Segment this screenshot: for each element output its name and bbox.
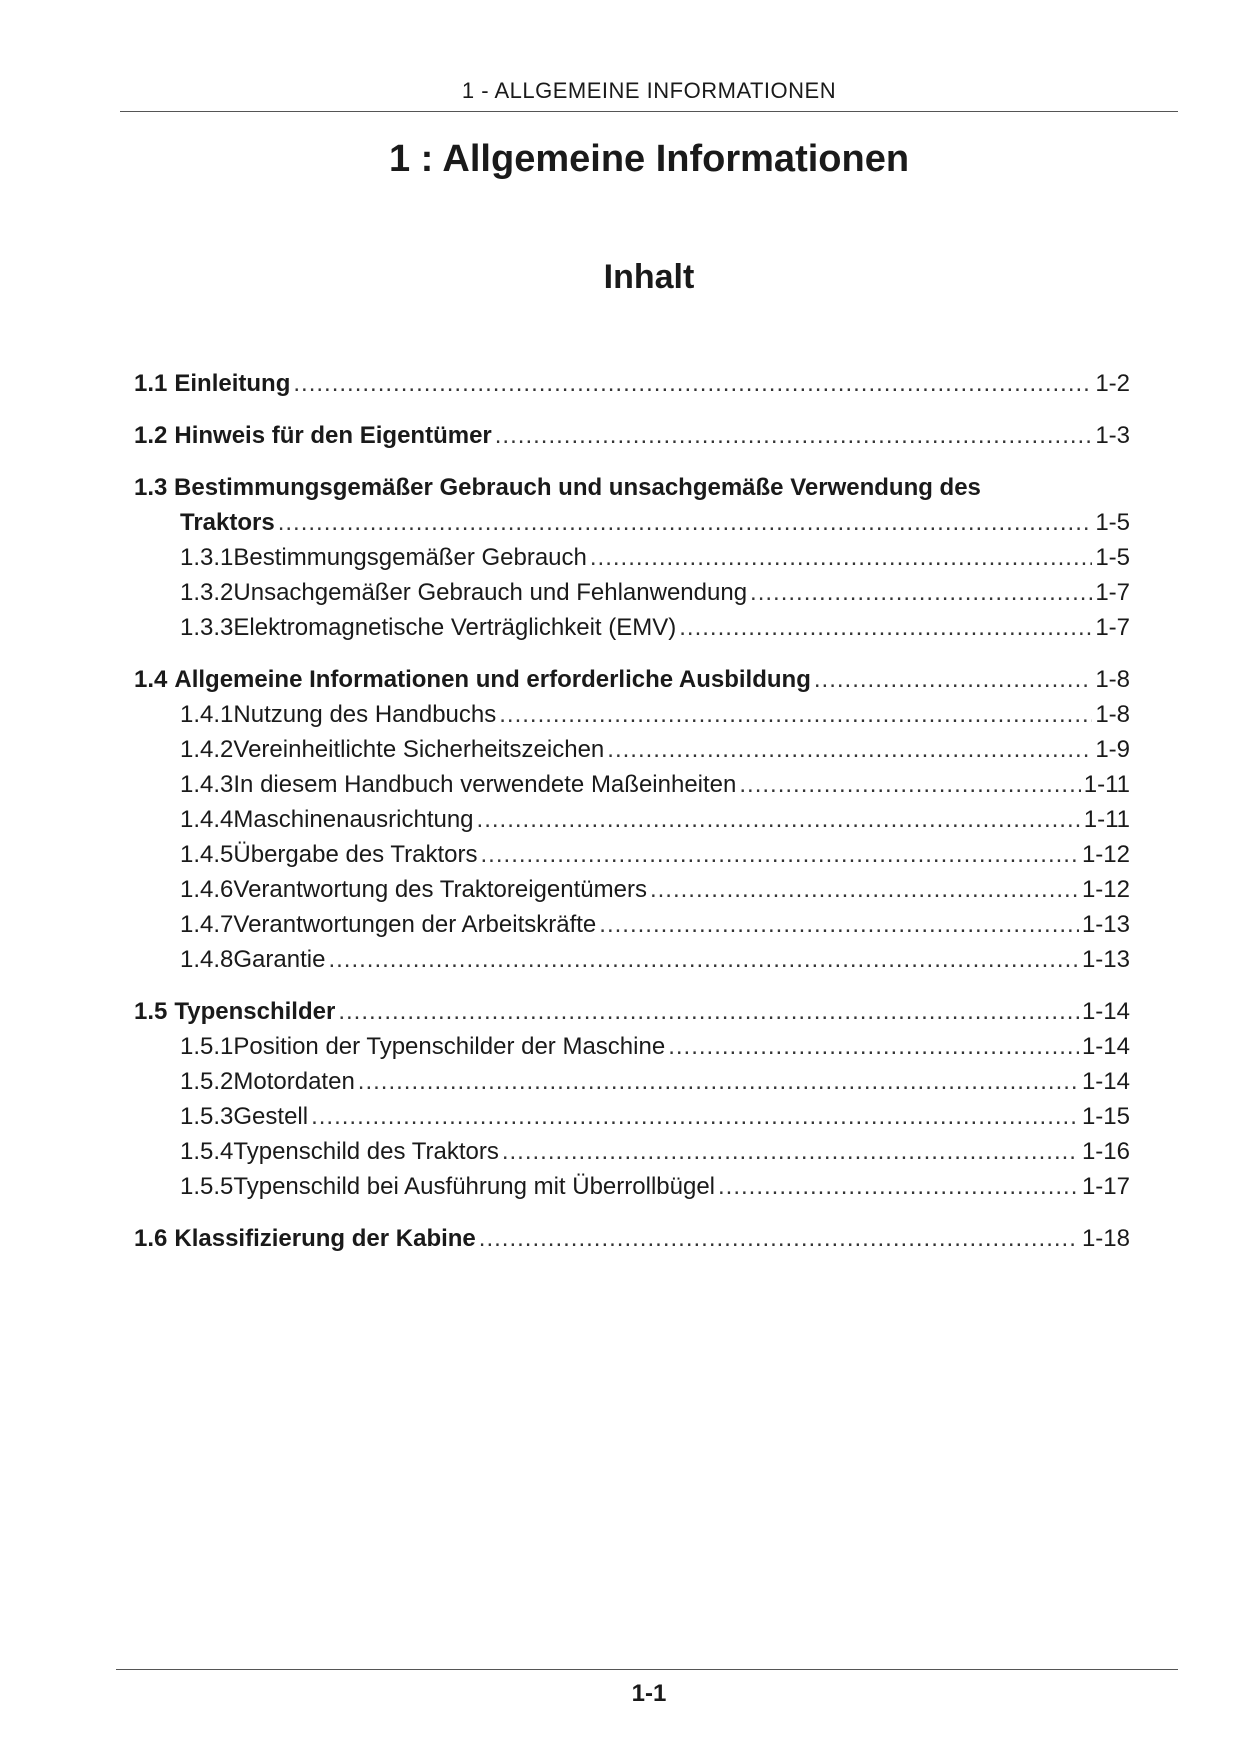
toc-entry-title-line1 [134, 470, 1130, 505]
dot-leader [479, 1221, 1079, 1256]
toc-entry-page: 1-15 [1081, 1103, 1130, 1130]
toc-entry-title: Nutzung des Handbuchs [233, 701, 497, 728]
toc-entry-page: 1-3 [1095, 422, 1130, 449]
toc-entry-1-4-1[interactable] [134, 697, 1130, 732]
toc-entry-1-5[interactable] [134, 994, 1130, 1029]
toc-entry-title: Verantwortung des Traktoreigentümers [233, 876, 647, 903]
toc-entry-title: Einleitung [174, 370, 291, 397]
dot-leader [311, 1099, 1079, 1134]
toc-entry-title: Bestimmungsgemäßer Gebrauch [233, 544, 587, 571]
toc-entry-1-4-2[interactable] [134, 732, 1130, 767]
toc-entry-1-3-2[interactable] [134, 575, 1130, 610]
toc-entry-1-4-5[interactable] [134, 837, 1130, 872]
toc-entry-1-5-5[interactable] [134, 1169, 1130, 1204]
toc-entry-page: 1-2 [1095, 370, 1130, 397]
toc-entry-number: 1.5.3 [180, 1103, 234, 1130]
toc-entry-page: 1-13 [1081, 946, 1130, 973]
toc-entry-number: 1.3 [134, 474, 168, 501]
toc-entry-title-line2 [134, 505, 1130, 540]
toc-entry-page: 1-11 [1083, 806, 1130, 833]
toc-entry-1-5-4[interactable] [134, 1134, 1130, 1169]
toc-entry-number: 1.5.2 [180, 1068, 234, 1095]
dot-leader [607, 732, 1092, 767]
toc-entry-number: 1.4.6 [180, 876, 234, 903]
toc-entry-1-4-3[interactable] [134, 767, 1130, 802]
toc-entry-title: Gestell [233, 1103, 309, 1130]
dot-leader [481, 837, 1079, 872]
toc-entry-1-4-8[interactable] [134, 942, 1130, 977]
dot-leader [495, 418, 1093, 453]
toc-entry-1-3-1[interactable] [134, 540, 1130, 575]
toc-entry-title: Hinweis für den Eigentümer [174, 422, 492, 449]
toc-entry-number: 1.4 [134, 666, 168, 693]
toc-entry-title: Vereinheitlichte Sicherheitszeichen [233, 736, 605, 763]
footer-rule [116, 1669, 1178, 1670]
dot-leader [358, 1064, 1079, 1099]
toc-entry-page: 1-14 [1081, 998, 1130, 1025]
dot-leader [750, 575, 1092, 610]
toc-entry-number: 1.4.4 [180, 806, 234, 833]
toc-entry-number: 1.4.2 [180, 736, 234, 763]
dot-leader [718, 1169, 1079, 1204]
dot-leader [814, 662, 1092, 697]
dot-leader [679, 610, 1092, 645]
toc-entry-number: 1.3.2 [180, 579, 234, 606]
toc-entry-title: In diesem Handbuch verwendete Maßeinheiten [233, 771, 737, 798]
toc-entry-number: 1.5.5 [180, 1173, 234, 1200]
toc-entry-title: Verantwortungen der Arbeitskräfte [233, 911, 597, 938]
toc-entry-page: 1-13 [1081, 911, 1130, 938]
toc-entry-page: 1-18 [1081, 1225, 1130, 1252]
toc-entry-1-5-1[interactable] [134, 1029, 1130, 1064]
toc-entry-number: 1.5.4 [180, 1138, 234, 1165]
toc-entry-1-2[interactable] [134, 418, 1130, 453]
toc-entry-number: 1.4.1 [180, 701, 234, 728]
dot-leader [477, 802, 1081, 837]
toc-entry-1-5-2[interactable] [134, 1064, 1130, 1099]
header-rule [120, 111, 1178, 112]
toc-entry-number: 1.5 [134, 998, 168, 1025]
table-of-contents [134, 366, 1130, 1256]
toc-entry-title: Unsachgemäßer Gebrauch und Fehlanwendung [233, 579, 748, 606]
toc-entry-title: Typenschild des Traktors [233, 1138, 499, 1165]
toc-entry-page: 1-17 [1081, 1173, 1130, 1200]
toc-entry-title: Position der Typenschilder der Maschine [233, 1033, 666, 1060]
toc-entry-1-4[interactable] [134, 662, 1130, 697]
running-header: 1 - ALLGEMEINE INFORMATIONEN [461, 78, 837, 103]
toc-entry-1-4-7[interactable] [134, 907, 1130, 942]
toc-entry-page: 1-5 [1095, 544, 1130, 571]
toc-entry-number: 1.1 [134, 370, 168, 397]
toc-entry-page: 1-7 [1095, 614, 1130, 641]
dot-leader [328, 942, 1079, 977]
toc-entry-number: 1.4.3 [180, 771, 234, 798]
toc-entry-page: 1-5 [1095, 509, 1130, 536]
toc-entry-title: Garantie [233, 946, 326, 973]
toc-entry-number: 1.4.7 [180, 911, 234, 938]
toc-heading: Inhalt [603, 258, 695, 296]
toc-entry-1-4-6[interactable] [134, 872, 1130, 907]
dot-leader [590, 540, 1092, 575]
toc-entry-page: 1-12 [1081, 841, 1130, 868]
toc-entry-page: 1-9 [1095, 736, 1130, 763]
toc-entry-number: 1.3.1 [180, 544, 234, 571]
page-number: 1-1 [631, 1680, 667, 1707]
dot-leader [293, 366, 1092, 401]
toc-entry-page: 1-11 [1083, 771, 1130, 798]
toc-entry-page: 1-14 [1081, 1033, 1130, 1060]
toc-entry-title: Typenschild bei Ausführung mit Überrollbügel [233, 1173, 715, 1200]
dot-leader [650, 872, 1079, 907]
toc-entry-number: 1.5.1 [180, 1033, 234, 1060]
toc-entry-title: Bestimmungsgemäßer Gebrauch und unsachgemäße Verwendung des [174, 474, 981, 501]
toc-entry-title: Maschinenausrichtung [233, 806, 474, 833]
dot-leader [278, 505, 1093, 540]
toc-entry-title: Übergabe des Traktors [233, 841, 478, 868]
toc-entry-1-5-3[interactable] [134, 1099, 1130, 1134]
toc-entry-1-4-4[interactable] [134, 802, 1130, 837]
toc-entry-page: 1-16 [1081, 1138, 1130, 1165]
toc-entry-1-3-3[interactable] [134, 610, 1130, 645]
dot-leader [599, 907, 1079, 942]
dot-leader [499, 697, 1092, 732]
toc-entry-1-1[interactable] [134, 366, 1130, 401]
toc-entry-1-3[interactable] [134, 470, 1130, 540]
toc-entry-number: 1.6 [134, 1225, 168, 1252]
toc-entry-number: 1.4.5 [180, 841, 234, 868]
toc-entry-title: Allgemeine Informationen und erforderliche Ausbildung [174, 666, 811, 693]
toc-entry-number: 1.2 [134, 422, 168, 449]
toc-entry-page: 1-8 [1095, 701, 1130, 728]
dot-leader [338, 994, 1079, 1029]
toc-entry-title: Motordaten [233, 1068, 355, 1095]
dot-leader [668, 1029, 1079, 1064]
dot-leader [502, 1134, 1079, 1169]
toc-entry-number: 1.3.3 [180, 614, 234, 641]
dot-leader [739, 767, 1080, 802]
toc-entry-page: 1-12 [1081, 876, 1130, 903]
toc-entry-page: 1-8 [1095, 666, 1130, 693]
toc-entry-page: 1-14 [1081, 1068, 1130, 1095]
toc-entry-title: Klassifizierung der Kabine [174, 1225, 476, 1252]
toc-entry-number: 1.4.8 [180, 946, 234, 973]
toc-entry-title: Traktors [180, 509, 275, 536]
chapter-title: 1 : Allgemeine Informationen [388, 138, 910, 180]
toc-entry-page: 1-7 [1095, 579, 1130, 606]
toc-entry-1-6[interactable] [134, 1221, 1130, 1256]
toc-entry-title: Elektromagnetische Verträglichkeit (EMV) [233, 614, 677, 641]
toc-entry-title: Typenschilder [174, 998, 336, 1025]
